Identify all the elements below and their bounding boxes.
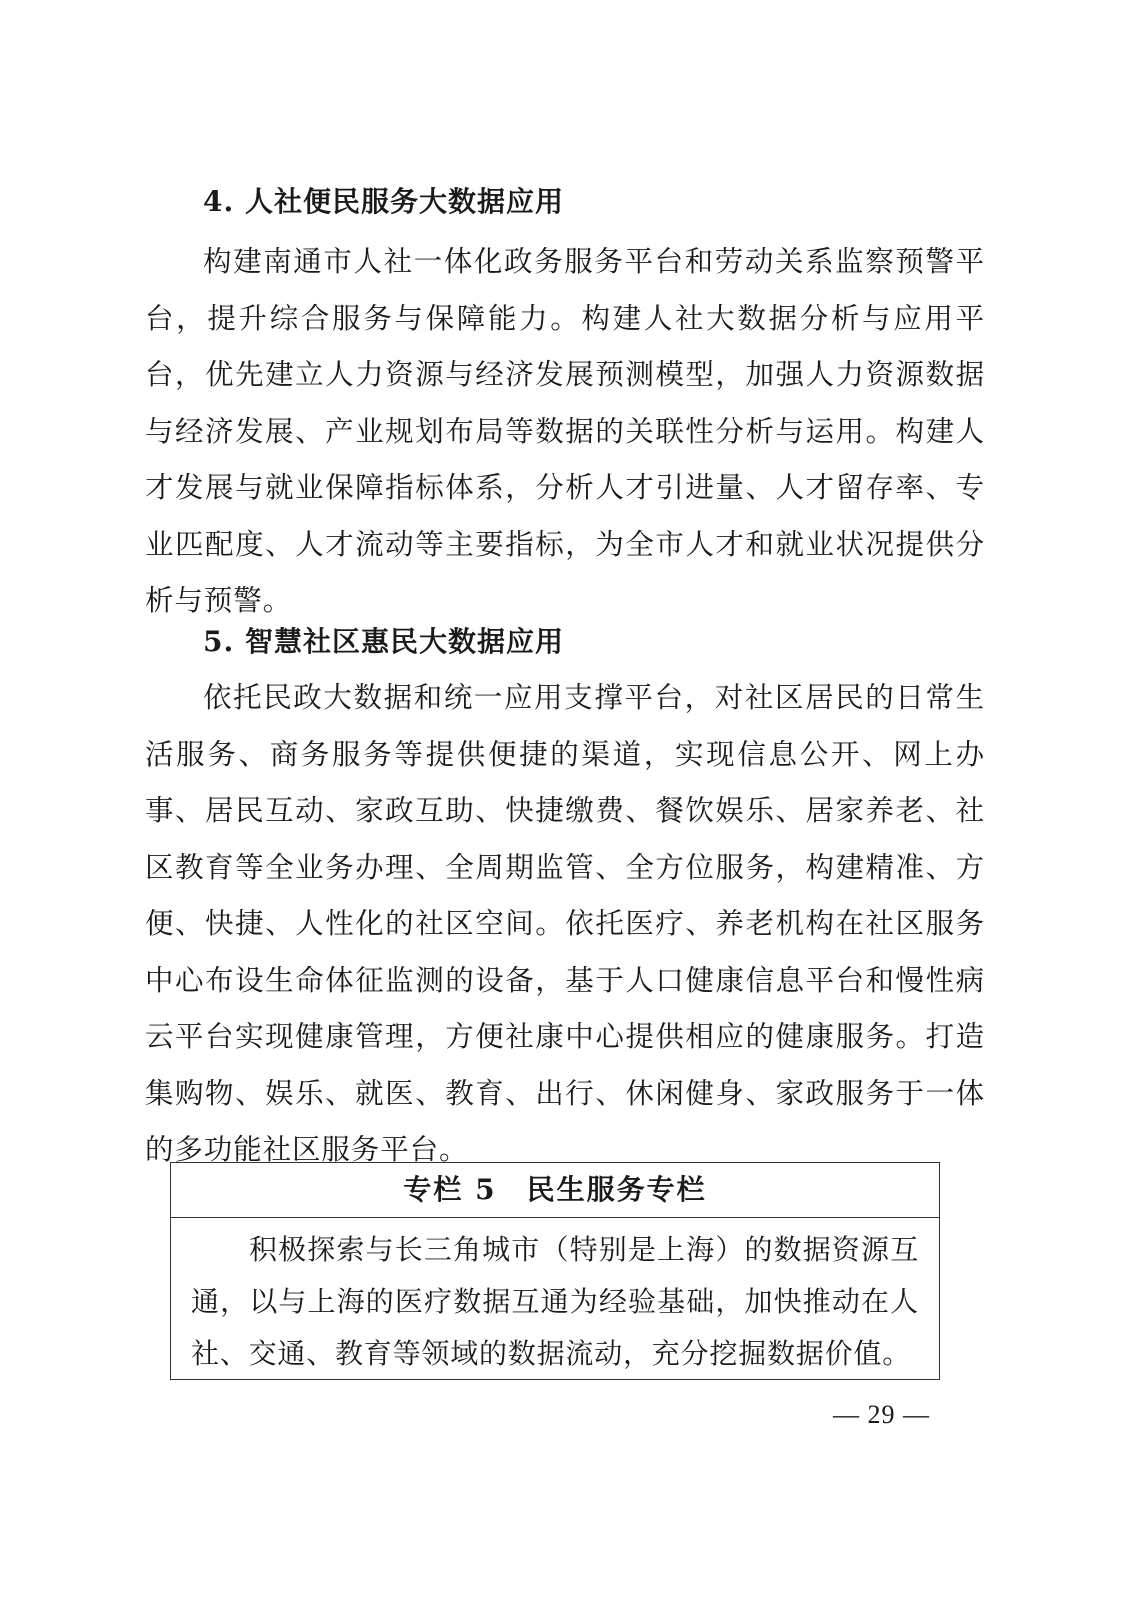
- section-5-paragraph: 依托民政大数据和统一应用支撑平台，对社区居民的日常生活服务、商务服务等提供便捷的渠道，实现信息公开、网上办事、居民互动、家政互助、快捷缴费、餐饮娱乐、居家养老、社区教育等全业务办理、全周期监管、全方位服务，构建精准、方便、快捷、人性化的社区空间。依托医疗、养老机构在社区服务中心布设生命体征监测的设备，基于人口健康信息平台和慢性病云平台实现健康管理，方便社康中心提供相应的健康服务。打造集购物、娱乐、就医、教育、出行、休闲健身、家政服务于一体的多功能社区服务平台。: [145, 681, 985, 1166]
- column-box-body: 积极探索与长三角城市（特别是上海）的数据资源互通，以与上海的医疗数据互通为经验基础，加快推动在人社、交通、教育等领域的数据流动，充分挖掘数据价值。: [191, 1233, 919, 1370]
- column-box-title: 专栏 5 民生服务专栏: [171, 1163, 939, 1218]
- page-number: — 29 —: [833, 1400, 930, 1429]
- column-box: [170, 1162, 940, 1380]
- section-5-heading: 5. 智慧社区惠民大数据应用: [203, 625, 564, 658]
- section-4-heading: 4. 人社便民服务大数据应用: [203, 185, 564, 218]
- section-4-paragraph: 构建南通市人社一体化政务服务平台和劳动关系监察预警平台，提升综合服务与保障能力。构建人社大数据分析与应用平台，优先建立人力资源与经济发展预测模型，加强人力资源数据与经济发展、产业规划布局等数据的关联性分析与运用。构建人才发展与就业保障指标体系，分析人才引进量、人才留存率、专业匹配度、人才流动等主要指标，为全市人才和就业状况提供分析与预警。: [145, 245, 985, 617]
